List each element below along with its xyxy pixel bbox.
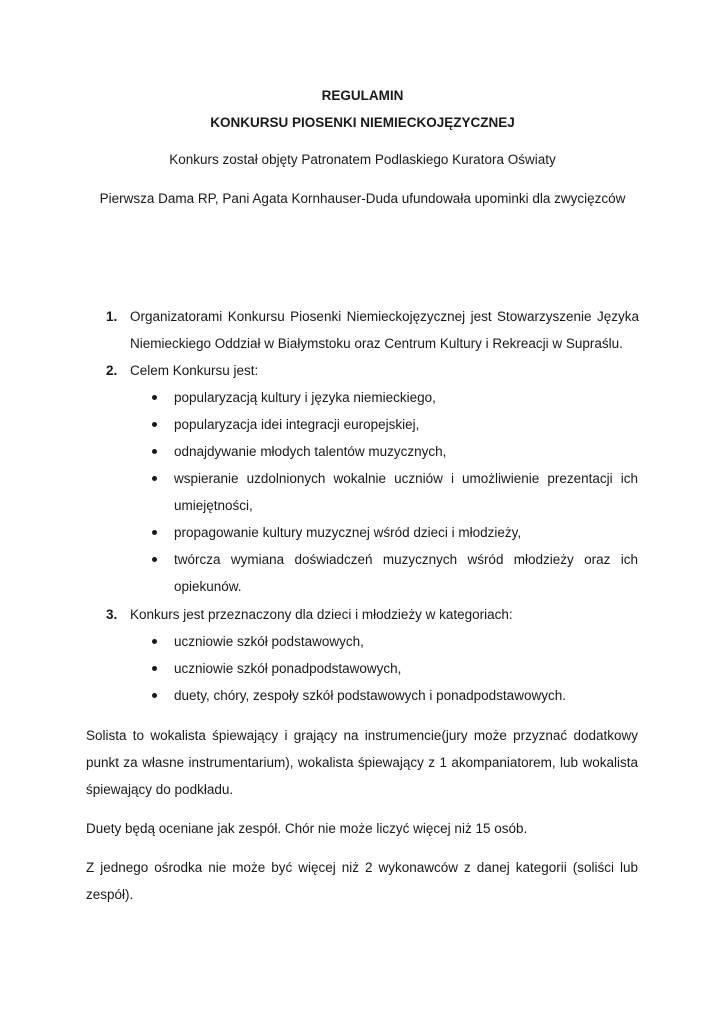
bullet-icon — [152, 395, 157, 400]
section-text: Organizatorami Konkursu Piosenki Niemieckojęzycznej jest Stowarzyszenie Języka Niemieckiego Oddział w Białymstoku oraz Centrum Kultury i Rekreacji w Supraślu. — [130, 309, 639, 351]
duets-paragraph: Duety będą oceniane jak zespół. Chór nie może liczyć więcej niż 15 osób. — [86, 821, 528, 836]
section-2 — [106, 357, 639, 384]
bullet-icon — [152, 557, 157, 562]
list-item: uczniowie szkół podstawowych, — [150, 628, 638, 655]
bullet-icon — [152, 422, 157, 427]
categories-list — [150, 628, 638, 709]
bullet-icon — [152, 476, 157, 481]
list-item: odnajdywanie młodych talentów muzycznych, — [150, 438, 638, 465]
patronage-line: Konkurs został objęty Patronatem Podlaskiego Kuratora Oświaty — [169, 152, 556, 167]
section-number: 2. — [106, 363, 118, 378]
bullet-icon — [152, 530, 157, 535]
list-item: uczniowie szkół ponadpodstawowych, — [150, 655, 638, 682]
list-item: popularyzacją kultury i języka niemieckiego, — [150, 384, 638, 411]
bullet-icon — [152, 666, 157, 671]
section-number: 1. — [106, 309, 118, 324]
section-text: Celem Konkursu jest: — [130, 363, 259, 378]
bullet-icon — [152, 693, 157, 698]
bullet-icon — [152, 449, 157, 454]
bullet-icon — [152, 639, 157, 644]
section-text: Konkurs jest przeznaczony dla dzieci i młodzieży w kategoriach: — [130, 607, 513, 622]
list-item: duety, chóry, zespoły szkół podstawowych i ponadpodstawowych. — [150, 682, 638, 709]
document-title: REGULAMIN — [321, 88, 404, 103]
list-item: twórcza wymiana doświadczeń muzycznych wśród młodzieży oraz ich opiekunów. — [150, 546, 638, 600]
section-number: 3. — [106, 607, 118, 622]
list-item: wspieranie uzdolnionych wokalnie uczniów i umożliwienie prezentacji ich umiejętności, — [150, 465, 638, 519]
document-subtitle: KONKURSU PIOSENKI NIEMIECKOJĘZYCZNEJ — [210, 115, 515, 130]
list-item: propagowanie kultury muzycznej wśród dzieci i młodzieży, — [150, 519, 638, 546]
goals-list — [150, 384, 638, 600]
list-item: popularyzacja idei integracji europejskiej, — [150, 411, 638, 438]
section-3 — [106, 601, 639, 628]
limit-paragraph: Z jednego ośrodka nie może być więcej niż 2 wykonawców z danej kategorii (soliści lub zespół). — [86, 860, 638, 902]
gifts-line: Pierwsza Dama RP, Pani Agata Kornhauser-Duda ufundowała upominki dla zwycięzców — [99, 191, 626, 206]
section-1 — [106, 303, 639, 357]
soloist-paragraph: Solista to wokalista śpiewający i grający na instrumencie(jury może przyznać dodatkowy punkt za własne instrumentarium), wokalista śpiewający z 1 akompaniatorem, lub wokalista śpiewający do podkładu. — [86, 728, 638, 797]
